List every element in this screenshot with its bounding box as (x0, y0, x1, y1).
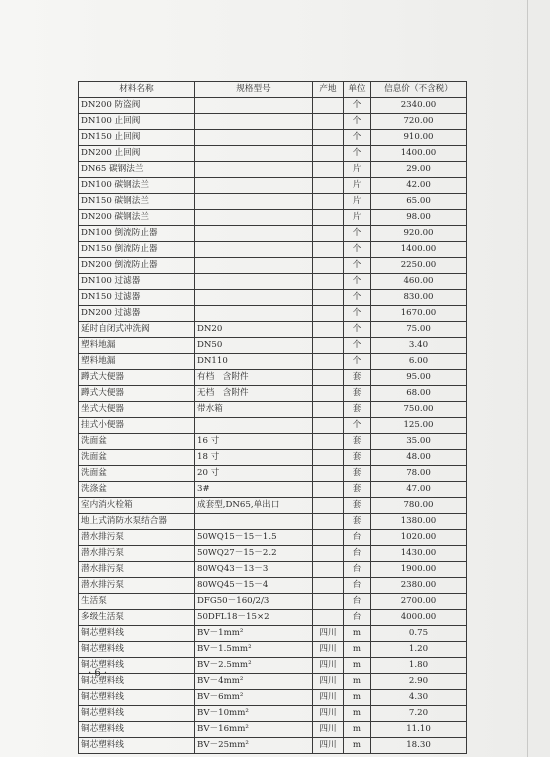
cell-spec-model: 无档 含附件 (195, 386, 313, 402)
cell-info-price: 1.80 (371, 658, 467, 674)
cell-material-name: 铜芯塑料线 (79, 690, 195, 706)
cell-spec-model: 18 寸 (195, 450, 313, 466)
cell-unit: 个 (344, 98, 371, 114)
cell-spec-model (195, 226, 313, 242)
cell-info-price: 6.00 (371, 354, 467, 370)
cell-spec-model: DN20 (195, 322, 313, 338)
cell-material-name: 潜水排污泵 (79, 530, 195, 546)
cell-material-name: 潜水排污泵 (79, 546, 195, 562)
cell-spec-model: 50WQ27－15－2.2 (195, 546, 313, 562)
cell-info-price: 78.00 (371, 466, 467, 482)
cell-unit: 台 (344, 594, 371, 610)
table-row (79, 434, 467, 450)
cell-spec-model: 带水箱 (195, 402, 313, 418)
cell-spec-model: DN110 (195, 354, 313, 370)
cell-spec-model: 80WQ45－15－4 (195, 578, 313, 594)
cell-material-name: 铜芯塑料线 (79, 626, 195, 642)
cell-info-price: 1400.00 (371, 146, 467, 162)
cell-info-price: 75.00 (371, 322, 467, 338)
page-number: · 6 · (88, 668, 108, 679)
cell-origin (313, 210, 344, 226)
table-header-row (79, 82, 467, 98)
cell-origin (313, 450, 344, 466)
table-row (79, 354, 467, 370)
cell-material-name: 洗涤盆 (79, 482, 195, 498)
cell-unit: 套 (344, 402, 371, 418)
cell-origin: 四川 (313, 706, 344, 722)
cell-origin (313, 194, 344, 210)
cell-unit: 套 (344, 466, 371, 482)
cell-unit: 个 (344, 130, 371, 146)
table-row (79, 578, 467, 594)
header-material-name: 材料名称 (79, 82, 195, 98)
cell-unit: 套 (344, 450, 371, 466)
cell-info-price: 780.00 (371, 498, 467, 514)
cell-material-name: DN100 止回阀 (79, 114, 195, 130)
cell-unit: 个 (344, 354, 371, 370)
cell-unit: 套 (344, 514, 371, 530)
cell-unit: 个 (344, 274, 371, 290)
cell-info-price: 1400.00 (371, 242, 467, 258)
cell-spec-model: BV－10mm² (195, 706, 313, 722)
table-row (79, 146, 467, 162)
header-spec-model: 规格型号 (195, 82, 313, 98)
cell-info-price: 1380.00 (371, 514, 467, 530)
cell-unit: m (344, 674, 371, 690)
cell-spec-model (195, 194, 313, 210)
cell-info-price: 7.20 (371, 706, 467, 722)
cell-origin (313, 242, 344, 258)
cell-unit: 片 (344, 162, 371, 178)
cell-spec-model (195, 258, 313, 274)
cell-spec-model: BV－1mm² (195, 626, 313, 642)
cell-info-price: 35.00 (371, 434, 467, 450)
cell-spec-model: 16 寸 (195, 434, 313, 450)
cell-material-name: 铜芯塑料线 (79, 738, 195, 754)
cell-material-name: DN200 过滤器 (79, 306, 195, 322)
cell-spec-model (195, 418, 313, 434)
price-table (78, 81, 467, 754)
cell-origin (313, 226, 344, 242)
cell-material-name: DN200 防盗阀 (79, 98, 195, 114)
cell-material-name: DN100 过滤器 (79, 274, 195, 290)
cell-spec-model: BV－4mm² (195, 674, 313, 690)
cell-unit: 个 (344, 258, 371, 274)
cell-origin (313, 322, 344, 338)
cell-unit: m (344, 658, 371, 674)
cell-info-price: 2250.00 (371, 258, 467, 274)
table-row (79, 450, 467, 466)
cell-info-price: 48.00 (371, 450, 467, 466)
cell-material-name: DN100 碳钢法兰 (79, 178, 195, 194)
cell-material-name: DN150 碳钢法兰 (79, 194, 195, 210)
cell-info-price: 2380.00 (371, 578, 467, 594)
cell-material-name: 铜芯塑料线 (79, 642, 195, 658)
cell-info-price: 98.00 (371, 210, 467, 226)
cell-origin (313, 114, 344, 130)
table-row (79, 338, 467, 354)
cell-spec-model (195, 162, 313, 178)
cell-unit: 个 (344, 338, 371, 354)
cell-info-price: 18.30 (371, 738, 467, 754)
cell-material-name: 坐式大便器 (79, 402, 195, 418)
cell-unit: 套 (344, 498, 371, 514)
cell-spec-model (195, 242, 313, 258)
cell-origin (313, 594, 344, 610)
cell-info-price: 29.00 (371, 162, 467, 178)
table-row (79, 498, 467, 514)
table-row (79, 370, 467, 386)
cell-material-name: 多级生活泵 (79, 610, 195, 626)
cell-origin (313, 290, 344, 306)
cell-origin: 四川 (313, 658, 344, 674)
cell-spec-model: BV－1.5mm² (195, 642, 313, 658)
table-row (79, 610, 467, 626)
table-row (79, 130, 467, 146)
table-body (79, 98, 467, 754)
cell-unit: 片 (344, 210, 371, 226)
table-row (79, 674, 467, 690)
table-row (79, 290, 467, 306)
cell-material-name: 铜芯塑料线 (79, 706, 195, 722)
table-row (79, 706, 467, 722)
cell-material-name: 延时自闭式冲洗阀 (79, 322, 195, 338)
table-row (79, 274, 467, 290)
cell-unit: 个 (344, 146, 371, 162)
cell-material-name: DN150 倒流防止器 (79, 242, 195, 258)
cell-origin (313, 98, 344, 114)
cell-origin (313, 482, 344, 498)
table-row (79, 194, 467, 210)
cell-material-name: 潜水排污泵 (79, 578, 195, 594)
cell-material-name: 生活泵 (79, 594, 195, 610)
cell-material-name: 挂式小便器 (79, 418, 195, 434)
table-row (79, 738, 467, 754)
cell-material-name: 洗面盆 (79, 466, 195, 482)
cell-info-price: 3.40 (371, 338, 467, 354)
cell-unit: 个 (344, 418, 371, 434)
cell-spec-model: 50DFL18－15×2 (195, 610, 313, 626)
cell-origin (313, 258, 344, 274)
cell-origin: 四川 (313, 722, 344, 738)
cell-info-price: 2.90 (371, 674, 467, 690)
table-row (79, 98, 467, 114)
cell-origin (313, 402, 344, 418)
cell-spec-model (195, 274, 313, 290)
table-row (79, 162, 467, 178)
cell-spec-model: BV－25mm² (195, 738, 313, 754)
cell-material-name: 洗面盆 (79, 450, 195, 466)
cell-material-name: DN200 倒流防止器 (79, 258, 195, 274)
table-row (79, 242, 467, 258)
cell-material-name: DN200 碳钢法兰 (79, 210, 195, 226)
cell-origin (313, 178, 344, 194)
cell-material-name: DN150 止回阀 (79, 130, 195, 146)
cell-unit: m (344, 626, 371, 642)
table-row (79, 530, 467, 546)
cell-info-price: 830.00 (371, 290, 467, 306)
header-unit: 单位 (344, 82, 371, 98)
cell-material-name: DN150 过滤器 (79, 290, 195, 306)
cell-spec-model: BV－16mm² (195, 722, 313, 738)
cell-spec-model: 50WQ15－15－1.5 (195, 530, 313, 546)
cell-info-price: 750.00 (371, 402, 467, 418)
cell-origin (313, 354, 344, 370)
cell-spec-model (195, 290, 313, 306)
cell-info-price: 1670.00 (371, 306, 467, 322)
cell-origin: 四川 (313, 626, 344, 642)
cell-info-price: 1020.00 (371, 530, 467, 546)
cell-info-price: 11.10 (371, 722, 467, 738)
cell-info-price: 4.30 (371, 690, 467, 706)
cell-origin (313, 418, 344, 434)
cell-info-price: 920.00 (371, 226, 467, 242)
table-row (79, 642, 467, 658)
table-row (79, 322, 467, 338)
cell-material-name: 地上式消防水泵结合器 (79, 514, 195, 530)
cell-material-name: 蹲式大便器 (79, 370, 195, 386)
table-row (79, 418, 467, 434)
cell-origin (313, 274, 344, 290)
cell-material-name: DN100 倒流防止器 (79, 226, 195, 242)
cell-spec-model: 3# (195, 482, 313, 498)
cell-info-price: 910.00 (371, 130, 467, 146)
cell-material-name: 塑料地漏 (79, 354, 195, 370)
cell-spec-model: BV－6mm² (195, 690, 313, 706)
table-row (79, 546, 467, 562)
cell-material-name: 塑料地漏 (79, 338, 195, 354)
table-row (79, 114, 467, 130)
cell-info-price: 47.00 (371, 482, 467, 498)
cell-spec-model: 20 寸 (195, 466, 313, 482)
cell-unit: 套 (344, 482, 371, 498)
cell-origin (313, 514, 344, 530)
cell-spec-model (195, 514, 313, 530)
cell-origin (313, 498, 344, 514)
cell-origin (313, 546, 344, 562)
cell-origin (313, 338, 344, 354)
cell-material-name: 潜水排污泵 (79, 562, 195, 578)
header-origin: 产地 (313, 82, 344, 98)
cell-unit: m (344, 690, 371, 706)
table-row (79, 482, 467, 498)
cell-info-price: 2700.00 (371, 594, 467, 610)
table-row (79, 386, 467, 402)
cell-info-price: 68.00 (371, 386, 467, 402)
cell-info-price: 1900.00 (371, 562, 467, 578)
cell-unit: 台 (344, 610, 371, 626)
cell-info-price: 0.75 (371, 626, 467, 642)
table-row (79, 466, 467, 482)
cell-unit: 台 (344, 578, 371, 594)
cell-spec-model (195, 146, 313, 162)
cell-origin: 四川 (313, 690, 344, 706)
cell-info-price: 720.00 (371, 114, 467, 130)
cell-origin (313, 146, 344, 162)
cell-spec-model: 成套型,DN65,单出口 (195, 498, 313, 514)
table-row (79, 514, 467, 530)
table-row (79, 626, 467, 642)
cell-spec-model: 有档 含附件 (195, 370, 313, 386)
cell-material-name: 铜芯塑料线 (79, 674, 195, 690)
cell-material-name: 室内消火栓箱 (79, 498, 195, 514)
cell-origin (313, 370, 344, 386)
cell-unit: 台 (344, 530, 371, 546)
cell-unit: m (344, 706, 371, 722)
cell-spec-model (195, 306, 313, 322)
cell-origin (313, 162, 344, 178)
cell-spec-model: 80WQ43－13－3 (195, 562, 313, 578)
cell-spec-model (195, 130, 313, 146)
cell-origin (313, 130, 344, 146)
cell-material-name: 铜芯塑料线 (79, 658, 195, 674)
cell-spec-model (195, 210, 313, 226)
table-row (79, 258, 467, 274)
cell-unit: 个 (344, 322, 371, 338)
cell-origin (313, 530, 344, 546)
page-edge-line (527, 0, 528, 757)
cell-origin (313, 466, 344, 482)
cell-origin (313, 386, 344, 402)
cell-material-name: 铜芯塑料线 (79, 722, 195, 738)
cell-spec-model (195, 98, 313, 114)
cell-unit: 片 (344, 178, 371, 194)
cell-unit: 片 (344, 194, 371, 210)
cell-spec-model: DN50 (195, 338, 313, 354)
table-row (79, 722, 467, 738)
cell-unit: m (344, 738, 371, 754)
cell-unit: m (344, 722, 371, 738)
cell-spec-model (195, 114, 313, 130)
cell-origin (313, 306, 344, 322)
cell-info-price: 4000.00 (371, 610, 467, 626)
cell-unit: 套 (344, 434, 371, 450)
cell-unit: 套 (344, 386, 371, 402)
cell-spec-model (195, 178, 313, 194)
cell-info-price: 95.00 (371, 370, 467, 386)
cell-unit: 台 (344, 562, 371, 578)
cell-unit: 个 (344, 290, 371, 306)
cell-origin: 四川 (313, 738, 344, 754)
cell-unit: 个 (344, 114, 371, 130)
cell-spec-model: DFG50－160/2/3 (195, 594, 313, 610)
table-row (79, 306, 467, 322)
table-row (79, 210, 467, 226)
cell-origin: 四川 (313, 642, 344, 658)
cell-info-price: 42.00 (371, 178, 467, 194)
cell-unit: 套 (344, 370, 371, 386)
table-row (79, 562, 467, 578)
header-info-price: 信息价（不含税） (371, 82, 467, 98)
cell-unit: m (344, 642, 371, 658)
cell-info-price: 65.00 (371, 194, 467, 210)
table-row (79, 226, 467, 242)
cell-origin (313, 578, 344, 594)
cell-info-price: 2340.00 (371, 98, 467, 114)
cell-unit: 个 (344, 226, 371, 242)
cell-info-price: 1430.00 (371, 546, 467, 562)
cell-unit: 个 (344, 306, 371, 322)
cell-material-name: 洗面盆 (79, 434, 195, 450)
cell-info-price: 125.00 (371, 418, 467, 434)
table-row (79, 178, 467, 194)
table-row (79, 658, 467, 674)
cell-origin (313, 562, 344, 578)
cell-material-name: 蹲式大便器 (79, 386, 195, 402)
table-row (79, 690, 467, 706)
cell-info-price: 1.20 (371, 642, 467, 658)
cell-unit: 个 (344, 242, 371, 258)
cell-material-name: DN65 碳钢法兰 (79, 162, 195, 178)
cell-origin (313, 610, 344, 626)
cell-spec-model: BV－2.5mm² (195, 658, 313, 674)
cell-origin: 四川 (313, 674, 344, 690)
table-row (79, 594, 467, 610)
cell-material-name: DN200 止回阀 (79, 146, 195, 162)
cell-origin (313, 434, 344, 450)
cell-info-price: 460.00 (371, 274, 467, 290)
cell-unit: 台 (344, 546, 371, 562)
table-row (79, 402, 467, 418)
